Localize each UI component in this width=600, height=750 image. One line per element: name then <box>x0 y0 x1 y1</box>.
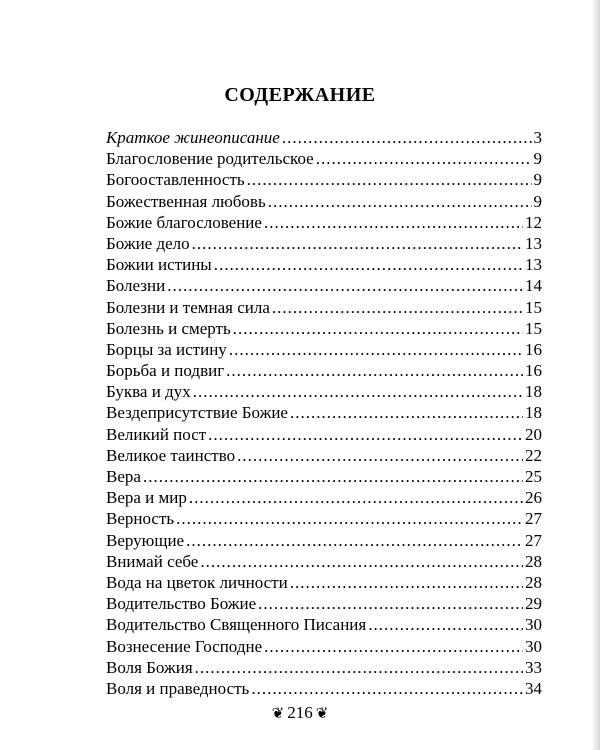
dot-leader <box>186 530 523 551</box>
dot-leader <box>316 148 532 169</box>
toc-entry-label: Великое таинство <box>106 445 236 465</box>
dot-leader <box>214 254 523 275</box>
toc-entry-label: Божие благословение <box>106 212 262 232</box>
toc-entry <box>106 636 542 657</box>
toc-entry-page: 9 <box>533 191 542 211</box>
dot-leader <box>229 339 523 360</box>
table-of-contents <box>106 127 542 699</box>
ornament-left-icon: ❦ <box>271 706 285 722</box>
toc-entry <box>106 169 542 190</box>
dot-leader <box>268 191 532 212</box>
toc-entry-page: 9 <box>533 149 542 169</box>
toc-entry-label: Вездеприсутствие Божие <box>106 403 288 423</box>
toc-entry-label: Водительство Божие <box>106 594 257 614</box>
toc-entry-label: Краткое жинеописание <box>106 128 280 147</box>
toc-entry <box>106 275 542 296</box>
page-number: 216 <box>287 703 313 722</box>
toc-entry-label: Болезни <box>106 276 166 296</box>
toc-entry-page: 20 <box>525 424 542 444</box>
toc-entry <box>106 530 542 551</box>
toc-entry-label: Воля Божия <box>106 657 193 677</box>
toc-entry-label: Борьба и подвиг <box>106 361 225 381</box>
toc-entry-label: Борцы за истину <box>106 339 227 359</box>
toc-entry-page: 9 <box>533 170 542 190</box>
dot-leader <box>176 508 523 529</box>
toc-entry <box>106 614 542 635</box>
dot-leader <box>251 678 523 699</box>
dot-leader <box>233 318 523 339</box>
dot-leader <box>189 487 523 508</box>
toc-entry <box>106 127 542 148</box>
dot-leader <box>368 614 523 635</box>
toc-entry-label: Вода на цветок личности <box>106 572 288 592</box>
dot-leader <box>290 572 523 593</box>
toc-entry-label: Верность <box>106 509 175 529</box>
toc-entry-label: Божие дело <box>106 233 190 253</box>
dot-leader <box>272 297 523 318</box>
page-footer <box>0 703 600 723</box>
toc-entry-label: Божественная любовь <box>106 191 266 211</box>
toc-entry-label: Воля и праведность <box>106 678 250 698</box>
dot-leader <box>237 445 523 466</box>
toc-entry-label: Болезнь и смерть <box>106 318 231 338</box>
toc-entry <box>106 551 542 572</box>
toc-entry-page: 27 <box>525 509 542 529</box>
toc-entry-page: 26 <box>525 488 542 508</box>
toc-entry-label: Болезни и темная сила <box>106 297 270 317</box>
toc-entry <box>106 487 542 508</box>
toc-entry-page: 3 <box>533 128 542 147</box>
toc-entry-page: 16 <box>525 361 542 381</box>
toc-entry <box>106 148 542 169</box>
ornament-right-icon: ❦ <box>315 706 329 722</box>
dot-leader <box>195 657 523 678</box>
toc-entry <box>106 572 542 593</box>
toc-entry <box>106 254 542 275</box>
toc-entry-page: 13 <box>525 233 542 253</box>
toc-entry-label: Вера и мир <box>106 488 187 508</box>
toc-entry-page: 12 <box>525 212 542 232</box>
page-title: СОДЕРЖАНИЕ <box>224 84 376 106</box>
dot-leader <box>143 466 523 487</box>
dot-leader <box>192 233 523 254</box>
toc-entry <box>106 593 542 614</box>
dot-leader <box>290 402 523 423</box>
toc-entry-label: Благословение родительское <box>106 149 314 169</box>
toc-entry-label: Внимай себе <box>106 551 199 571</box>
toc-entry <box>106 381 542 402</box>
dot-leader <box>193 381 523 402</box>
toc-entry-page: 13 <box>525 255 542 275</box>
toc-entry <box>106 339 542 360</box>
toc-entry-page: 28 <box>525 572 542 592</box>
toc-entry-page: 30 <box>525 636 542 656</box>
toc-entry <box>106 445 542 466</box>
toc-entry-page: 16 <box>525 339 542 359</box>
dot-leader <box>264 212 523 233</box>
toc-entry-page: 22 <box>525 445 542 465</box>
toc-entry <box>106 424 542 445</box>
dot-leader <box>208 424 523 445</box>
dot-leader <box>247 169 532 190</box>
toc-entry-label: Великий пост <box>106 424 207 444</box>
toc-entry-page: 27 <box>525 530 542 550</box>
toc-entry-label: Вера <box>106 467 141 486</box>
toc-entry <box>106 318 542 339</box>
toc-entry <box>106 508 542 529</box>
toc-entry-label: Верующие <box>106 530 185 550</box>
toc-entry-page: 25 <box>525 467 542 486</box>
toc-entry <box>106 466 542 487</box>
toc-entry <box>106 212 542 233</box>
toc-entry-page: 34 <box>525 678 542 698</box>
toc-entry-page: 33 <box>525 657 542 677</box>
toc-entry <box>106 657 542 678</box>
toc-entry-label: Божии истины <box>106 255 212 275</box>
toc-entry <box>106 360 542 381</box>
dot-leader <box>167 275 523 296</box>
toc-entry-label: Вознесение Господне <box>106 636 263 656</box>
toc-entry-label: Водительство Священного Писания <box>106 615 367 635</box>
toc-entry-page: 18 <box>525 382 542 402</box>
toc-entry <box>106 678 542 699</box>
toc-entry-page: 29 <box>525 594 542 614</box>
toc-entry-page: 28 <box>525 551 542 571</box>
toc-entry <box>106 402 542 423</box>
dot-leader <box>264 636 523 657</box>
toc-entry <box>106 297 542 318</box>
dot-leader <box>226 360 523 381</box>
dot-leader <box>200 551 523 572</box>
dot-leader <box>258 593 523 614</box>
page-edge-shadow <box>592 0 600 750</box>
toc-entry-page: 18 <box>525 403 542 423</box>
dot-leader <box>282 127 532 148</box>
toc-entry-label: Богооставленность <box>106 170 245 190</box>
toc-entry-page: 30 <box>525 615 542 635</box>
toc-entry-label: Буква и дух <box>106 382 191 402</box>
toc-entry <box>106 233 542 254</box>
toc-entry-page: 15 <box>525 318 542 338</box>
toc-entry-page: 15 <box>525 297 542 317</box>
toc-entry-page: 14 <box>525 276 542 296</box>
toc-entry <box>106 191 542 212</box>
